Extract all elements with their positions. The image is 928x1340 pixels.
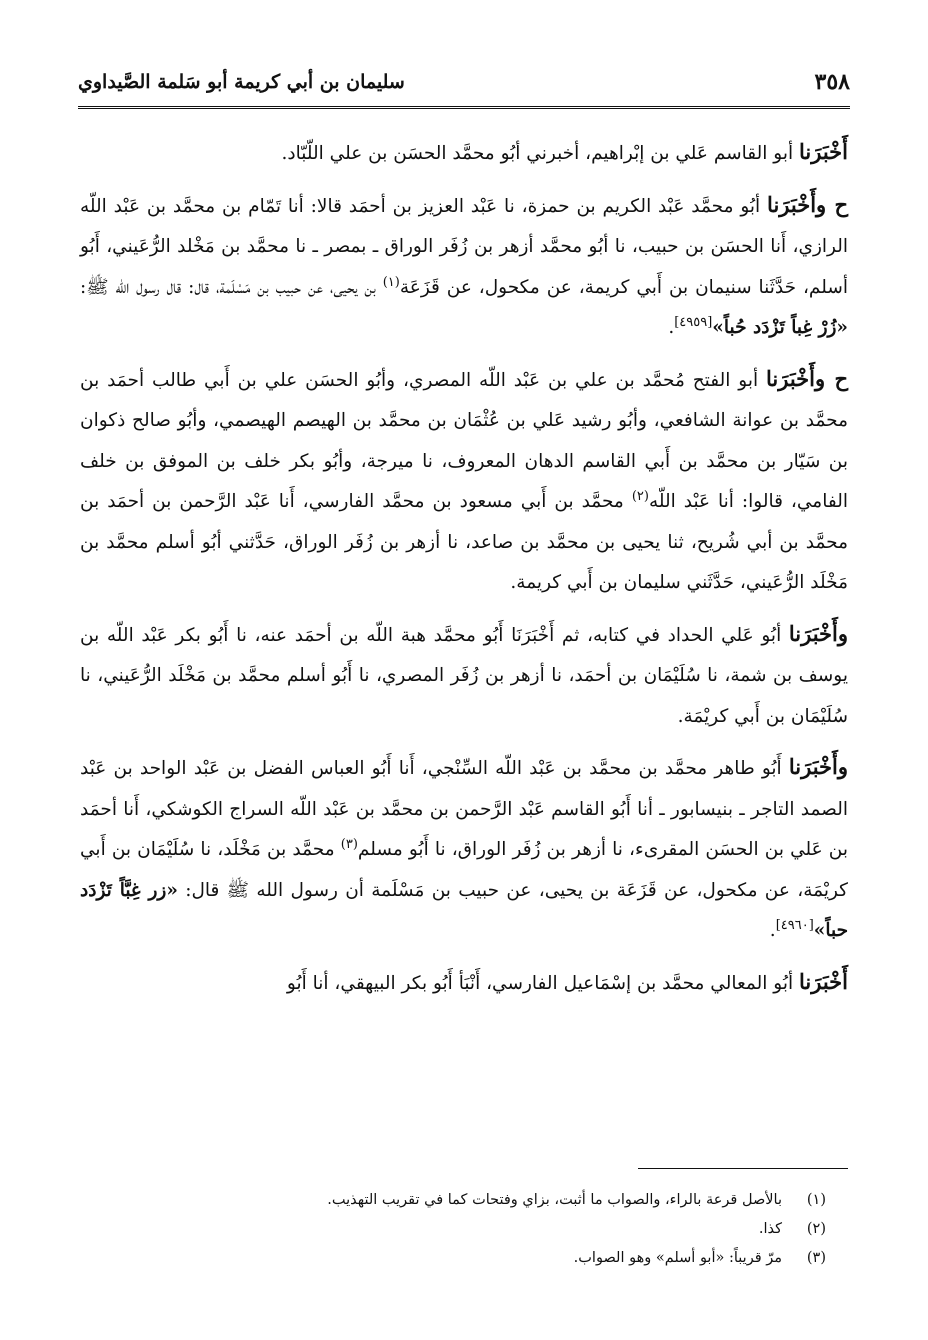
paragraph-text-continued: محمَّد بن مَخْلَد، نا سُلَيْمَان بن أَبي كريْمَة، عن مكحول، عن قَزَعَة بن يحيى، عن حبيب بن مَسْلَمة أن رسول الله ﷺ قال: [80, 839, 848, 901]
paragraph-4 [80, 614, 848, 738]
footnote-number: (٣) [806, 1250, 826, 1266]
paragraph-5 [80, 747, 848, 952]
footnote-text: بالأصل قرعة بالراء، والصواب ما أثبت، بزاي وفتحات كما في تقريب التهذيب. [327, 1192, 782, 1208]
paragraph-end: . [668, 317, 675, 338]
footnote-marker[interactable]: (١) [382, 274, 400, 290]
paragraph-1 [80, 132, 848, 175]
narration-lead: أَخْبَرَنا [799, 139, 848, 164]
footnote-2 [80, 1215, 826, 1244]
paragraph-6 [80, 962, 848, 1005]
paragraph-text: أَبُو طاهر محمَّد بن محمَّد بن عَبْد اللّه السِّنْجي، أَنا أَبُو العباس الفضل بن عَبْد الواحد بن عَبْد الصمد التاجر ـ بنيسابور ـ أنا أَبُو القاسم عَبْد الرَّحمن بن محمَّد بن عَبْد اللّه السراج الكوشكي، أَنا أحمَد بن عَلي بن الحسَن المقرىء، نا أزهر بن زُفَر الوراق، نا أَبُو مسلم [80, 758, 848, 860]
paragraph-text: أبُو المعالي محمَّد بن إسْمَاعيل الفارسي، أَنْبَأ أَبُو بكر البيهقي، أنا أَبُو [286, 972, 800, 994]
hadith-reference: [٤٩٥٩] [674, 314, 713, 330]
paragraph-text: أبو القاسم عَلي بن إبْراهيم، أخبرني أبُو محمَّد الحسَن بن علي اللّبّاد. [281, 143, 800, 164]
paragraph-3 [80, 359, 848, 604]
narration-lead: وأَخْبَرَنا [788, 754, 848, 779]
narration-lead: وأَخْبَرَنا [788, 620, 848, 646]
paragraph-text-continued: بن يحيى، عن حبيب بن مَسْلَمة، قال: قال رسول الله ﷺ: [80, 276, 383, 298]
running-title: سليمان بن أبي كريمة أبو سَلمة الصَّيداوي [78, 71, 405, 93]
footnote-text: مرّ قريباً: «أبو أسلم» وهو الصواب. [573, 1250, 782, 1266]
paragraph-text: أبو الفتح مُحمَّد بن علي بن عَبْد اللّه المصري، وأبُو الحسَن علي بن أَبي طالب أحمَد بن محمَّد بن عوانة الشافعي، وأبُو رشيد عَلي بن عُثْمَان بن محمَّد بن الهيصم الهيصمي، وأبُو صالح ذكوان بن سَيّار بن محمَّد بن أَبي القاسم الدهان المعروف، نا ميرجة، وأبُو بكر خلف بن الموفق بن خلف الفامي، قالوا: أنا عَبْد اللّه [80, 369, 848, 512]
paragraph-text: أبُو محمَّد عَبْد الكريم بن حمزة، نا عَبْد العزيز بن أحمَد قالا: أنا تَمّام بن محمَّد بن عَبْد اللّه الرازي، أَنا الحسَن بن حبيب، نا أبُو محمَّد أزهر بن زُفَر الوراق ـ بمصر ـ نا محمَّد بن مَخْلد الرُّعَيني، أَبُو أسلم، حَدَّثَنا سنيمان بن أَبي كريمة، عن مكحول، عن قَزَعَة [80, 195, 849, 298]
footnote-text: كذا. [758, 1221, 782, 1237]
paragraph-end: . [769, 920, 776, 941]
main-text [80, 132, 848, 1014]
footnote-marker[interactable]: (٢) [631, 488, 649, 504]
footnote-separator [638, 1168, 848, 1169]
footnote-1 [80, 1186, 826, 1215]
paragraph-text-continued: محمَّد بن أَبي مسعود بن محمَّد الفارسي، أَنا عَبْد الرَّحمن بن أحمَد بن محمَّد بن أبي شُريح، ثنا يحيى بن محمَّد بن صاعد، نا أزهر بن زُفَر الوراق، حَدَّثني أبُو أسلم محمَّد بن مَخْلَد الرُّعَيني، حَدَّثَني سليمان بن أَبي كريمة. [80, 491, 848, 593]
narration-lead: ح وأَخْبَرَنا [767, 191, 849, 217]
paragraph-text: أبُو عَلي الحداد في كتابه، ثم أَخْبَرَنَا أَبُو محمَّد هبة اللّه بن أحمَد عنه، نا أَبُو بكر عَبْد اللّه بن يوسف بن شمة، نا سُلَيْمَان بن أحمَد، نا أزهر بن زُفَر المصري، نا أَبُو أسلم محمَّد بن مَخْلَد الرُّعَيني، نا سُلَيْمَان بن أَبي كريْمَة. [80, 624, 848, 727]
narration-lead: أَخْبَرَنا [799, 968, 848, 994]
footnote-3 [80, 1244, 826, 1273]
footnote-number: (١) [806, 1192, 826, 1208]
footnote-marker[interactable]: (٣) [340, 836, 358, 852]
page-number: ٣٥٨ [814, 69, 850, 95]
hadith-reference: [٤٩٦٠] [775, 917, 814, 933]
page-header [78, 62, 850, 102]
footnote-number: (٢) [806, 1221, 826, 1237]
paragraph-2 [80, 185, 848, 349]
narration-lead: ح وأَخْبَرَنا [766, 365, 849, 391]
header-rule [78, 106, 850, 109]
hadith-text: «زُرْ غِباً تَزْدَد حُباً» [712, 317, 848, 338]
footnotes [80, 1186, 826, 1273]
hadith-text: «زر غِبَّاً تَزْدَد حباً» [80, 879, 848, 941]
